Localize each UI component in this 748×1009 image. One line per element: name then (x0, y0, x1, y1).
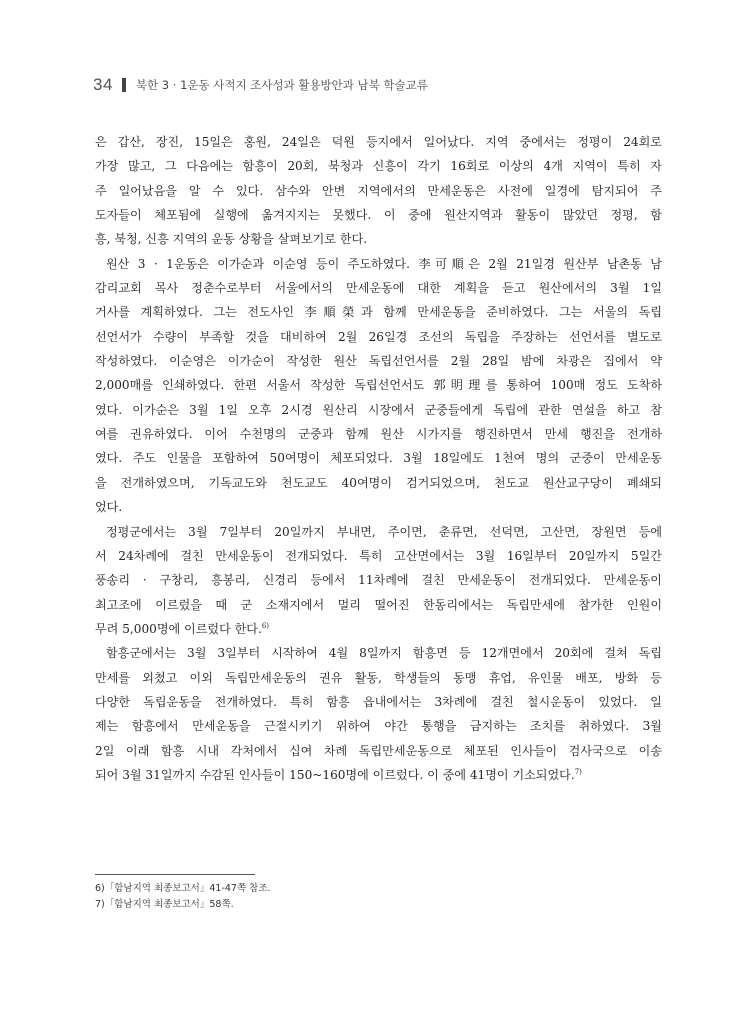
text-line: 2,000매를 인쇄하였다. 한편 서울서 작성한 독립선언서도 郭明理를 통하여 100매 정도 도착하 (95, 378, 662, 393)
text-line: 원산 3 · 1운동은 이가순과 이순영 등이 주도하였다. 李可順은 2월 21일경 원산부 남촌동 남 (106, 256, 662, 271)
text-line: 였다. 주도 인물을 포함하여 50여명이 체포되었다. 3월 18일에도 1천여 명의 군중이 만세운동 (95, 451, 662, 466)
footnote: 6)「함남지역 최종보고서」41-47쪽 참조. (95, 883, 271, 894)
text-line (95, 763, 662, 787)
text-line: 가장 많고, 그 다음에는 함흥이 20회, 북청과 신흥이 각기 16회로 이상의 4개 지역이 특히 자 (95, 159, 662, 174)
text-line: 거사를 계획하였다. 그는 전도사인 李順榮과 함께 만세운동을 준비하였다. 그는 서울의 독립 (95, 305, 662, 320)
footnote-ref[interactable]: 7) (574, 767, 582, 776)
header-divider-bar (122, 78, 126, 92)
text-line (95, 617, 662, 641)
text-line: 서 24차례에 걸친 만세운동이 전개되었다. 특히 고산면에서는 3월 16일부터 20일까지 5일간 (95, 548, 662, 563)
text-line: 다양한 독립운동을 전개하였다. 특히 함흥 읍내에서는 3차례에 걸친 철시운동이 있었다. 일 (95, 694, 662, 709)
text-line: 흥, 북청, 신흥 지역의 운동 상황을 살펴보기로 한다. (95, 232, 368, 247)
paragraph (95, 641, 662, 787)
text-line: 은 갑산, 장진, 15일은 홍원, 24일은 덕원 등지에서 일어났다. 지역 중에서는 정평이 24회로 (95, 135, 662, 149)
paragraph (95, 130, 662, 252)
line-text: 되어 3월 31일까지 수감된 인사들이 150~160명에 이르렀다. 이 중에 41명이 기소되었다. (95, 767, 575, 782)
running-title: 북한 3 · 1운동 사적지 조사성과 활용방안과 남북 학술교류 (135, 78, 428, 92)
text-line: 제는 함흥에서 만세운동을 근절시키기 위하여 야간 통행을 금지하는 조치를 취하였다. 3월 (95, 719, 662, 734)
footnote-divider (95, 874, 255, 875)
text-line: 함흥군에서는 3월 3일부터 시작하여 4월 8일까지 함흥면 등 12개면에서 20회에 걸쳐 독립 (106, 646, 662, 661)
text-line: 주 일어났음을 알 수 있다. 삼수와 안변 지역에서의 만세운동은 사전에 일경에 탐지되어 주 (95, 183, 662, 198)
text-line: 여를 권유하였다. 이어 수천명의 군중과 함께 원산 시가지를 행진하면서 만세 행진을 전개하 (95, 427, 662, 442)
footnotes (95, 881, 271, 913)
text-line: 정평군에서는 3월 7일부터 20일까지 부내면, 주이면, 춘류면, 선덕면, 고산면, 장원면 등에 (106, 524, 662, 539)
text-line: 작성하였다. 이순영은 이가순이 작성한 원산 독립선언서를 2월 28일 밤에 차광은 집에서 약 (95, 354, 662, 369)
line-text: 무려 5,000명에 이르렀다 한다. (95, 621, 262, 636)
text-line: 2일 이래 함흥 시내 각처에서 십여 차례 독립만세운동으로 체포된 인사들이 검사국으로 이송 (95, 743, 662, 758)
paragraph (95, 520, 662, 642)
text-line: 도자들이 체포됨에 실행에 옮겨지지는 못했다. 이 중에 원산지역과 활동이 많았던 정평, 함 (95, 208, 662, 223)
footnote: 7)「함남지역 최종보고서」58쪽. (95, 899, 234, 910)
body-text (95, 130, 662, 787)
text-line: 선언서가 수량이 부족할 것을 대비하여 2월 26일경 조선의 독립을 주장하는 선언서를 별도로 (95, 329, 662, 344)
text-line: 만세를 외쳤고 이외 독립만세운동의 권유 활동, 학생들의 동맹 휴업, 유인물 배포, 방화 등 (95, 670, 662, 685)
text-line: 었다. (95, 500, 123, 515)
text-line: 을 전개하였으며, 기독교도와 천도교도 40여명이 검거되었으며, 천도교 원산교구당이 폐쇄되 (95, 475, 662, 490)
page-header (93, 74, 428, 96)
paragraph (95, 252, 662, 520)
text-line: 풍송리 · 구창리, 흥봉리, 신경리 등에서 11차례에 걸친 만세운동이 전개되었다. 만세운동이 (95, 573, 662, 588)
text-line: 였다. 이가순은 3월 1일 오후 2시경 원산리 시장에서 군중들에게 독립에 관한 연설을 하고 참 (95, 402, 662, 417)
page-number: 34 (93, 75, 113, 94)
footnote-ref[interactable]: 6) (261, 621, 270, 630)
text-line: 감리교회 목사 정춘수로부터 서울에서의 만세운동에 대한 계획을 듣고 원산에서의 3월 1일 (95, 281, 662, 296)
text-line: 최고조에 이르렀을 때 군 소재지에서 멀리 떨어진 한동리에서는 독립만세에 참가한 인원이 (95, 597, 662, 612)
